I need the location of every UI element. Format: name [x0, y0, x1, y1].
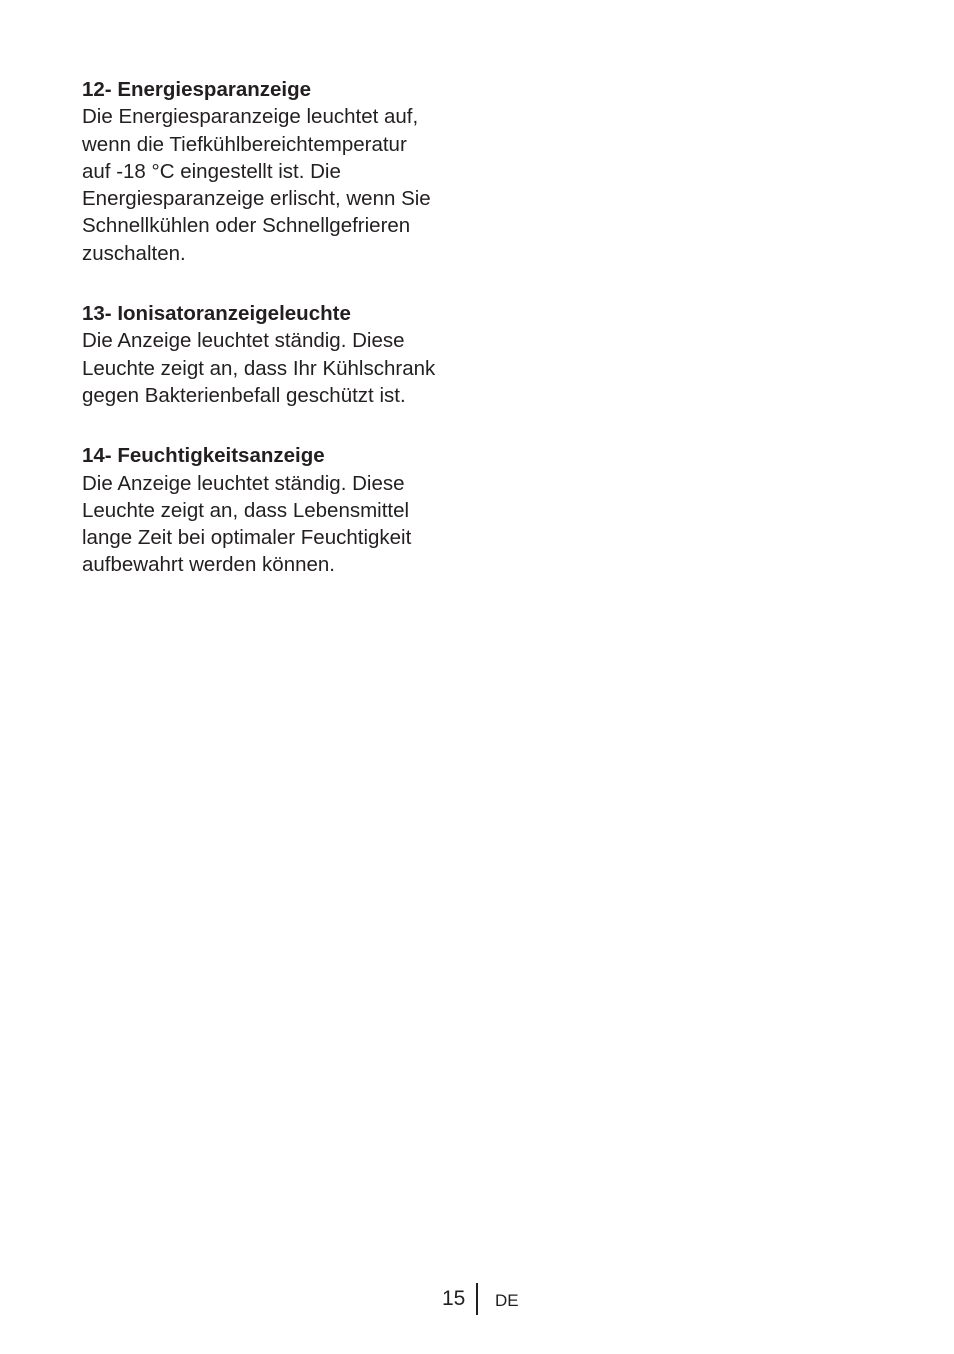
language-code: DE	[495, 1291, 519, 1310]
section-line: Leuchte zeigt an, dass Lebensmittel	[82, 498, 410, 522]
section-title: 12- Energiesparanzeige	[82, 78, 312, 101]
section-ionizer-indicator	[82, 300, 502, 409]
section-line: auf -18 °C eingestellt ist. Die	[82, 159, 341, 183]
section-title: 14- Feuchtigkeitsanzeige	[82, 444, 325, 468]
section-line: gegen Bakterienbefall geschützt ist.	[82, 383, 406, 407]
document-body	[82, 76, 502, 612]
section-line: Die Energiesparanzeige leuchtet auf,	[82, 105, 419, 129]
section-line: zuschalten.	[82, 241, 186, 265]
section-line: Leuchte zeigt an, dass Ihr Kühlschrank	[82, 356, 436, 380]
section-title: 13- Ionisatoranzeigeleuchte	[82, 302, 351, 326]
section-humidity-indicator	[82, 442, 502, 578]
section-line: lange Zeit bei optimaler Feuchtigkeit	[82, 526, 412, 550]
section-line: wenn die Tiefkühlbereichtemperatur	[82, 132, 407, 156]
footer-divider	[476, 1283, 478, 1315]
section-line: aufbewahrt werden können.	[82, 553, 336, 577]
section-line: Die Anzeige leuchtet ständig. Diese	[82, 329, 405, 353]
section-energy-saving-indicator	[82, 76, 502, 267]
section-line: Energiesparanzeige erlischt, wenn Sie	[82, 187, 431, 211]
page-footer	[0, 1283, 954, 1315]
section-line: Die Anzeige leuchtet ständig. Diese	[82, 471, 405, 495]
page-number: 15	[442, 1287, 466, 1310]
section-line: Schnellkühlen oder Schnellgefrieren	[82, 214, 411, 238]
